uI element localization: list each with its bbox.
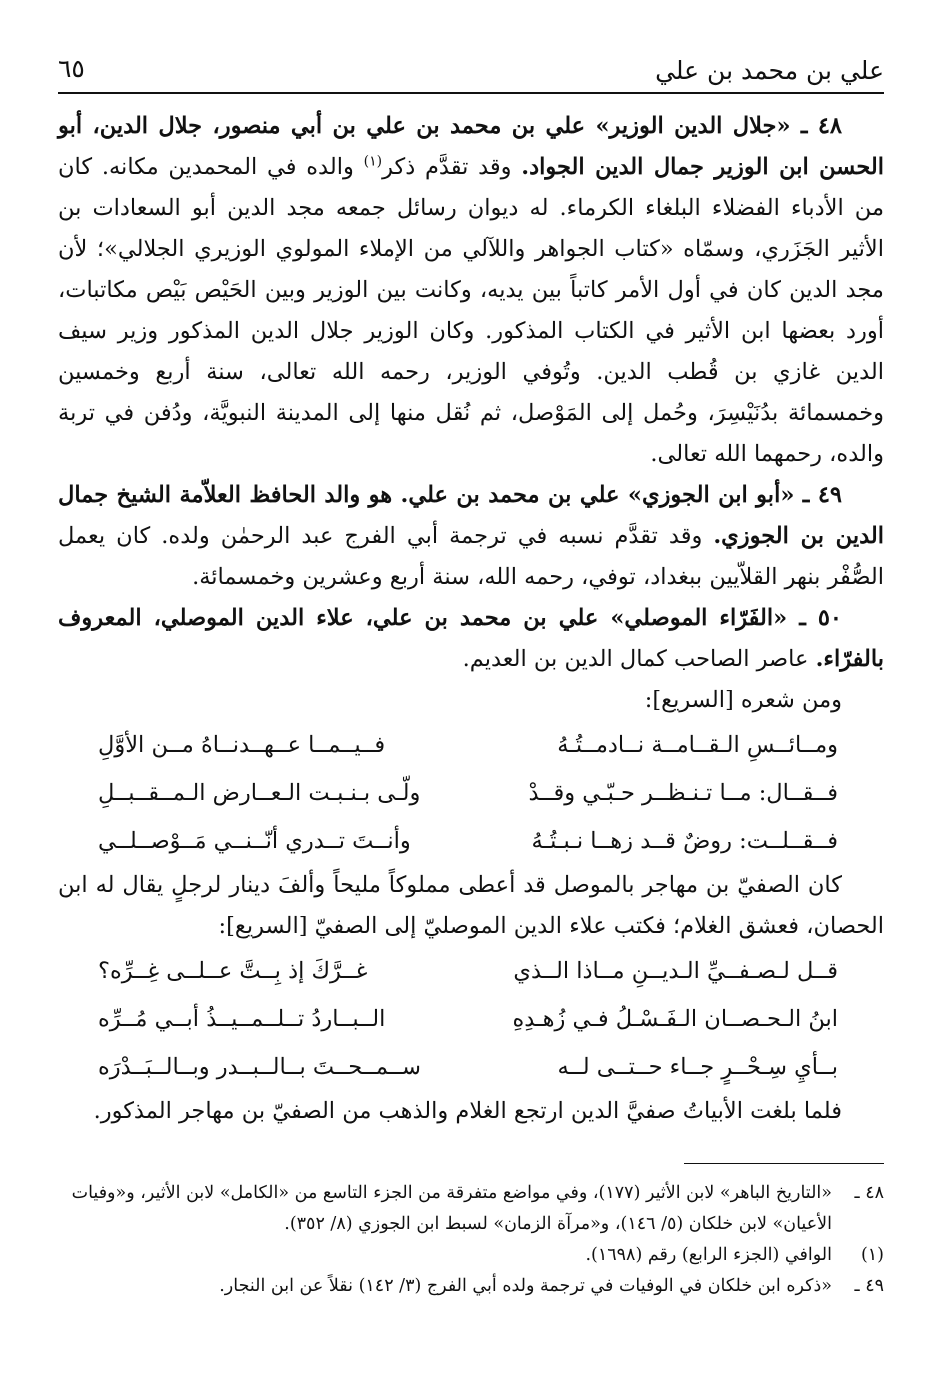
entry-48 xyxy=(58,106,884,475)
hemistich-second: فــيــمــا عــهــدنــاهُ مــن الأوَّلِ xyxy=(98,732,386,758)
entry-50-heading: ٥٠ ـ «الفَرّاء الموصلي» علي بن محمد بن علي، علاء الدين الموصلي، المعروف بالفرّاء. xyxy=(58,605,884,672)
verse-intro: ومن شعره [السريع]: xyxy=(644,687,842,713)
page-number: ٦٥ xyxy=(58,54,85,83)
entry-49 xyxy=(58,475,884,598)
entry-48-text-a: وقد تقدَّم ذكر xyxy=(382,154,522,180)
entry-49-heading: ٤٩ ـ «أبو ابن الجوزي» علي بن محمد بن علي. هو والد الحافظ العلاّمة الشيخ جمال الدين بن الجوزي. xyxy=(58,482,884,549)
hemistich-first: ومــائــسِ الـقــامــة نــادمــتُـهُ xyxy=(557,732,838,758)
prose-paragraph: كان الصفيّ بن مهاجر بالموصل قد أعطى مملوكاً مليحاً وألفَ دينار لرجلٍ يقال له ابن الحصان، فعشق الغلام؛ فكتب علاء الدين الموصليّ إلى الصفيّ [السريع]: xyxy=(58,872,884,939)
footnote-mark: ٤٩ ـ xyxy=(854,1276,884,1296)
footnote-mark: ٤٨ ـ xyxy=(854,1183,884,1203)
footnote-text: «التاريخ الباهر» لابن الأثير (١٧٧)، وفي مواضع متفرقة من الجزء التاسع من «الكامل» لابن الأثير، و«وفيات الأعيان» لابن خلكان (٥/ ١٤٦)، و«مرآة الزمان» لسبط ابن الجوزي (٨/ ٣٥٢). xyxy=(71,1183,832,1234)
poem-2 xyxy=(58,947,884,1091)
footnote-item xyxy=(58,1178,884,1240)
hemistich-first: بــأيِ سِـحْــرٍ جــاء حــتــى لــه xyxy=(557,1054,838,1080)
poem-1 xyxy=(58,721,884,865)
verse-line xyxy=(98,995,838,1043)
main-text xyxy=(58,106,884,1132)
hemistich-second: وأنــتَ تــدري أنّــنــي مَــوْصــلــي xyxy=(98,828,411,854)
hemistich-second: ســمــحــتَ بــالــبــدر وبــالــبَــدْرَه xyxy=(98,1054,421,1080)
footnote-rule xyxy=(684,1163,884,1164)
entry-50-text: عاصر الصاحب كمال الدين بن العديم. xyxy=(462,646,816,672)
footnote-text: «ذكره ابن خلكان في الوفيات في ترجمة ولده أبي الفرج (٣/ ١٤٢) نقلاً عن ابن النجار. xyxy=(219,1276,832,1296)
entry-48-text-b: والده في المحمدين مكانه. كان من الأدباء الفضلاء البلغاء الكرماء. له ديوان رسائل جمعه مجد الدين أبو السعادات بن الأثير الجَزَري، وسمّاه «كتاب الجواهر واللآلي من الإملاء المولوي الوزيري الجلالي»؛ لأن مجد الدين كان في أول الأمر كاتباً بين يديه، وكانت بين الوزير وبين الحَيْص بَيْص مكاتبات، أورد بعضها ابن الأثير في الكتاب المذكور. وكان الوزير جلال الدين المذكور وزير سيف الدين غازي بن قُطب الدين. وتُوفي الوزير، رحمه الله تعالى، سنة أربع وخمسين وخمسمائة بدُنَيْسِرَ، وحُمل إلى المَوْصل، ثم نُقل منها إلى المدينة النبويَّة، ودُفن في تربة والده، رحمهما الله تعالى. xyxy=(58,154,884,467)
footnotes xyxy=(58,1178,884,1302)
running-head xyxy=(58,48,884,88)
hemistich-first: قــل لـصـفــيِّ الـديــنِ مــاذا الــذي xyxy=(513,958,838,984)
footnote-text: الوافي (الجزء الرابع) رقم (١٦٩٨). xyxy=(585,1245,832,1265)
entry-48-heading: ٤٨ ـ «جلال الدين الوزير» علي بن محمد بن علي بن أبي منصور، جلال الدين، أبو الحسن ابن الوزير جمال الدين الجواد. xyxy=(58,113,884,180)
footnote-mark: (١) xyxy=(860,1245,884,1265)
verse-line xyxy=(98,1043,838,1091)
verse-line xyxy=(98,817,838,865)
verse-line xyxy=(98,947,838,995)
hemistich-first: ابنُ الـحـصــان الـفَـسْـلُ فـي زُهـدِهِ xyxy=(512,1006,838,1032)
footnote-ref-1: (١) xyxy=(363,153,383,170)
verse-line xyxy=(98,769,838,817)
hemistich-first: فــقــال: مــا تـنـظــر حـبّـي وقــدْ xyxy=(528,780,838,806)
header-rule xyxy=(58,92,884,94)
entry-49-text: وقد تقدَّم نسبه في ترجمة أبي الفرج عبد الرحمٰن ولده. كان يعمل الصُّفْر بنهر القلاّيين ببغداد، توفي، رحمه الله، سنة أربع وعشرين وخمسمائة. xyxy=(58,523,884,590)
running-title: علي بن محمد بن علي xyxy=(655,56,884,85)
entry-50 xyxy=(58,598,884,680)
hemistich-second: الــبــاردُ تــلــمــيــذُ أبــي مُــرِّه xyxy=(98,1006,386,1032)
footnote-item xyxy=(58,1271,884,1302)
hemistich-second: ولّـى بـنـبـت الـعــارض الـمــقــبــلِ xyxy=(98,780,421,806)
closing-paragraph: فلما بلغت الأبياتُ صفيَّ الدين ارتجع الغلام والذهب من الصفيّ بن مهاجر المذكور. xyxy=(93,1098,842,1124)
footnote-item xyxy=(58,1240,884,1271)
hemistich-first: فــقــلــت: روضٌ قــد زهــا نـبـتُـهُ xyxy=(531,828,838,854)
hemistich-second: غــرَّكَ إذ بِــتَّ عــلــى غِــرِّه؟ xyxy=(98,958,368,984)
verse-line xyxy=(98,721,838,769)
